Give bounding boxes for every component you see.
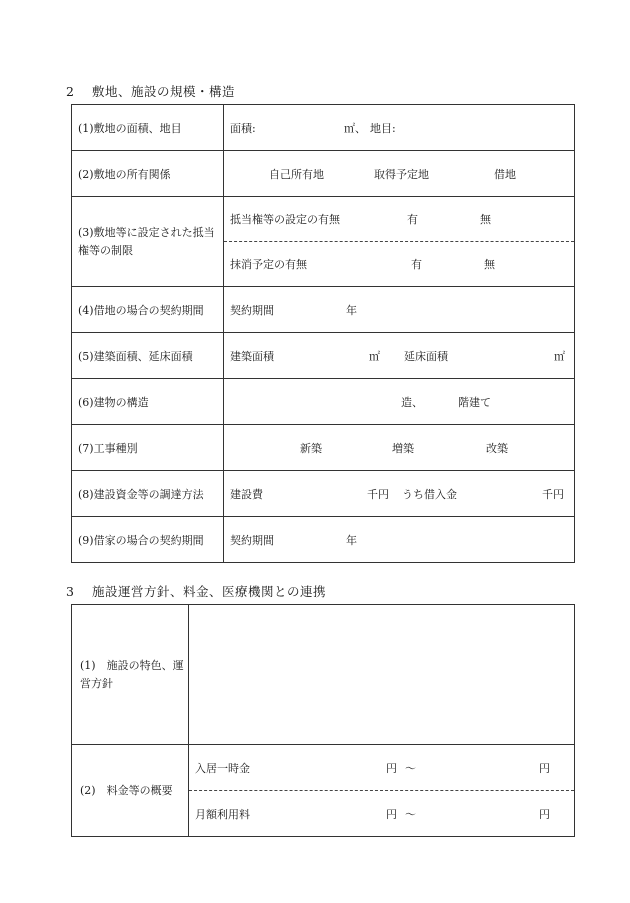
operation-table: [71, 604, 575, 837]
mortgage-cancel-label: 抹消予定の有無: [230, 257, 307, 271]
row-policy: [72, 605, 575, 745]
monthly-fee-tilde: ～: [405, 807, 416, 821]
value-construction-type[interactable]: [224, 425, 575, 471]
mortgage-setting-label: 抵当権等の設定の有無: [230, 213, 340, 226]
area-label: 面積:: [230, 121, 256, 135]
label-funding: (8)建設資金等の調達方法: [72, 471, 224, 517]
section-2-heading: [66, 82, 235, 100]
option-leased-land[interactable]: 借地: [494, 167, 516, 181]
structure-unit: 造、: [401, 395, 423, 409]
value-lease-period[interactable]: [224, 287, 575, 333]
row-fees: [72, 745, 575, 837]
cancel-yes[interactable]: 有: [411, 257, 422, 271]
label-site-area: (1)敷地の面積、地目: [72, 105, 224, 151]
cost-unit: 千円: [367, 487, 389, 501]
label-mortgage: (3)敷地等に設定された抵当権等の制限: [72, 197, 224, 287]
value-mortgage: [224, 197, 575, 287]
label-rental-period: (9)借家の場合の契約期間: [72, 517, 224, 563]
value-site-area[interactable]: [224, 105, 575, 151]
loan-label: うち借入金: [402, 487, 457, 501]
building-area-label: 建築面積: [230, 349, 274, 363]
entry-fee-line[interactable]: [189, 745, 574, 791]
option-extension[interactable]: 増築: [392, 441, 414, 455]
label-ownership: (2)敷地の所有関係: [72, 151, 224, 197]
monthly-fee-min-unit: 円: [386, 807, 397, 821]
option-planned-land[interactable]: 取得予定地: [374, 167, 429, 181]
row-mortgage: [72, 197, 575, 287]
label-policy: (1) 施設の特色、運営方針: [72, 605, 189, 745]
row-structure: [72, 379, 575, 425]
entry-fee-min-unit: 円: [386, 761, 397, 775]
section-3-title: 施設運営方針、料金、医療機関との連携: [92, 584, 327, 599]
lease-period-label: 契約期間: [230, 303, 274, 317]
rental-period-label: 契約期間: [230, 533, 274, 547]
value-ownership[interactable]: [224, 151, 575, 197]
row-lease-period: [72, 287, 575, 333]
option-own-land[interactable]: 自己所有地: [269, 167, 324, 181]
area-unit: ㎡、: [344, 121, 366, 135]
rental-year-unit: 年: [346, 533, 357, 547]
label-building-area: (5)建築面積、延床面積: [72, 333, 224, 379]
row-site-area: [72, 105, 575, 151]
row-building-area: [72, 333, 575, 379]
mortgage-setting-line: [224, 198, 574, 242]
row-funding: [72, 471, 575, 517]
row-construction-type: [72, 425, 575, 471]
lease-year-unit: 年: [346, 303, 357, 317]
monthly-fee-label: 月額利用料: [195, 807, 250, 821]
label-lease-period: (4)借地の場合の契約期間: [72, 287, 224, 333]
category-label: 地目:: [370, 121, 396, 135]
label-structure: (6)建物の構造: [72, 379, 224, 425]
monthly-fee-line[interactable]: [189, 791, 574, 836]
floors-unit: 階建て: [458, 395, 491, 409]
building-area-unit: ㎡: [369, 349, 380, 363]
section-3-number: 3: [66, 584, 75, 599]
mortgage-no[interactable]: 無: [480, 213, 491, 226]
row-ownership: [72, 151, 575, 197]
monthly-fee-max-unit: 円: [539, 807, 550, 821]
entry-fee-max-unit: 円: [539, 761, 550, 775]
cost-label: 建設費: [230, 487, 263, 501]
entry-fee-label: 入居一時金: [195, 761, 250, 775]
label-construction-type: (7)工事種別: [72, 425, 224, 471]
value-funding[interactable]: [224, 471, 575, 517]
value-fees: [189, 745, 575, 837]
option-new-build[interactable]: 新築: [300, 441, 322, 455]
cancel-no[interactable]: 無: [484, 257, 495, 271]
section-3-heading: [66, 582, 326, 600]
loan-unit: 千円: [542, 487, 564, 501]
option-renovation[interactable]: 改築: [486, 441, 508, 455]
value-structure[interactable]: [224, 379, 575, 425]
row-rental-period: [72, 517, 575, 563]
mortgage-cancel-line: [224, 242, 574, 286]
floor-area-unit: ㎡: [554, 349, 565, 363]
section-2-number: 2: [66, 84, 75, 99]
section-2-title: 敷地、施設の規模・構造: [92, 84, 236, 99]
value-building-area[interactable]: [224, 333, 575, 379]
site-facility-table: [71, 104, 575, 563]
label-fees: (2) 料金等の概要: [72, 745, 189, 837]
value-rental-period[interactable]: [224, 517, 575, 563]
mortgage-yes[interactable]: 有: [407, 213, 418, 226]
value-policy[interactable]: [189, 605, 575, 745]
floor-area-label: 延床面積: [404, 349, 448, 363]
entry-fee-tilde: ～: [405, 761, 416, 775]
